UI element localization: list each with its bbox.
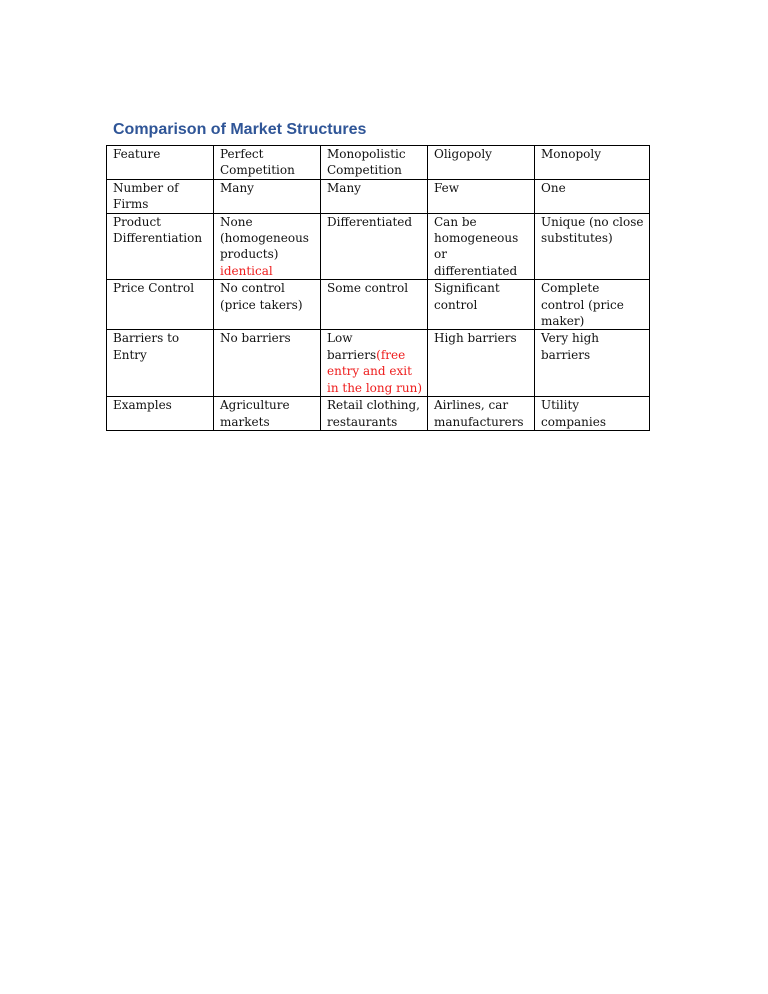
- row-label-product-differentiation: Product Differentiation: [107, 213, 214, 280]
- row-label-examples: Examples: [107, 397, 214, 431]
- cell-annotation: identical: [220, 263, 273, 278]
- cell-text: None (homogeneous products): [220, 214, 309, 262]
- table-cell: Differentiated: [321, 213, 428, 280]
- table-cell: Many: [321, 179, 428, 213]
- column-header-monopolistic-competition: Monopolistic Competition: [321, 146, 428, 180]
- table-cell: Some control: [321, 280, 428, 330]
- table-cell: Unique (no close substitutes): [535, 213, 650, 280]
- table-cell: No barriers: [214, 330, 321, 397]
- table-cell: Very high barriers: [535, 330, 650, 397]
- table-cell: [321, 330, 428, 397]
- table-cell: Airlines, car manufacturers: [428, 397, 535, 431]
- table-cell: No control (price takers): [214, 280, 321, 330]
- table-cell: Retail clothing, restaurants: [321, 397, 428, 431]
- table-cell: High barriers: [428, 330, 535, 397]
- table-cell: One: [535, 179, 650, 213]
- table-cell: Significant control: [428, 280, 535, 330]
- table-cell: Complete control (price maker): [535, 280, 650, 330]
- table-row: [107, 397, 650, 431]
- table-row: [107, 179, 650, 213]
- table-cell: Can be homogeneous or differentiated: [428, 213, 535, 280]
- row-label-price-control: Price Control: [107, 280, 214, 330]
- table-cell: [214, 213, 321, 280]
- market-structures-table: [106, 145, 650, 431]
- column-header-perfect-competition: Perfect Competition: [214, 146, 321, 180]
- table-cell: Few: [428, 179, 535, 213]
- cell-annotation: (free entry and exit in the long run): [327, 347, 423, 395]
- row-label-number-of-firms: Number of Firms: [107, 179, 214, 213]
- table-row: [107, 280, 650, 330]
- column-header-monopoly: Monopoly: [535, 146, 650, 180]
- table-row: [107, 213, 650, 280]
- table-cell: Utility companies: [535, 397, 650, 431]
- row-label-barriers-to-entry: Barriers to Entry: [107, 330, 214, 397]
- column-header-feature: Feature: [107, 146, 214, 180]
- column-header-oligopoly: Oligopoly: [428, 146, 535, 180]
- table-row: [107, 330, 650, 397]
- table-header-row: [107, 146, 650, 180]
- table-cell: Many: [214, 179, 321, 213]
- page-title: Comparison of Market Structures: [113, 121, 367, 138]
- cell-text: Low barriers: [327, 331, 377, 362]
- table-cell: Agriculture markets: [214, 397, 321, 431]
